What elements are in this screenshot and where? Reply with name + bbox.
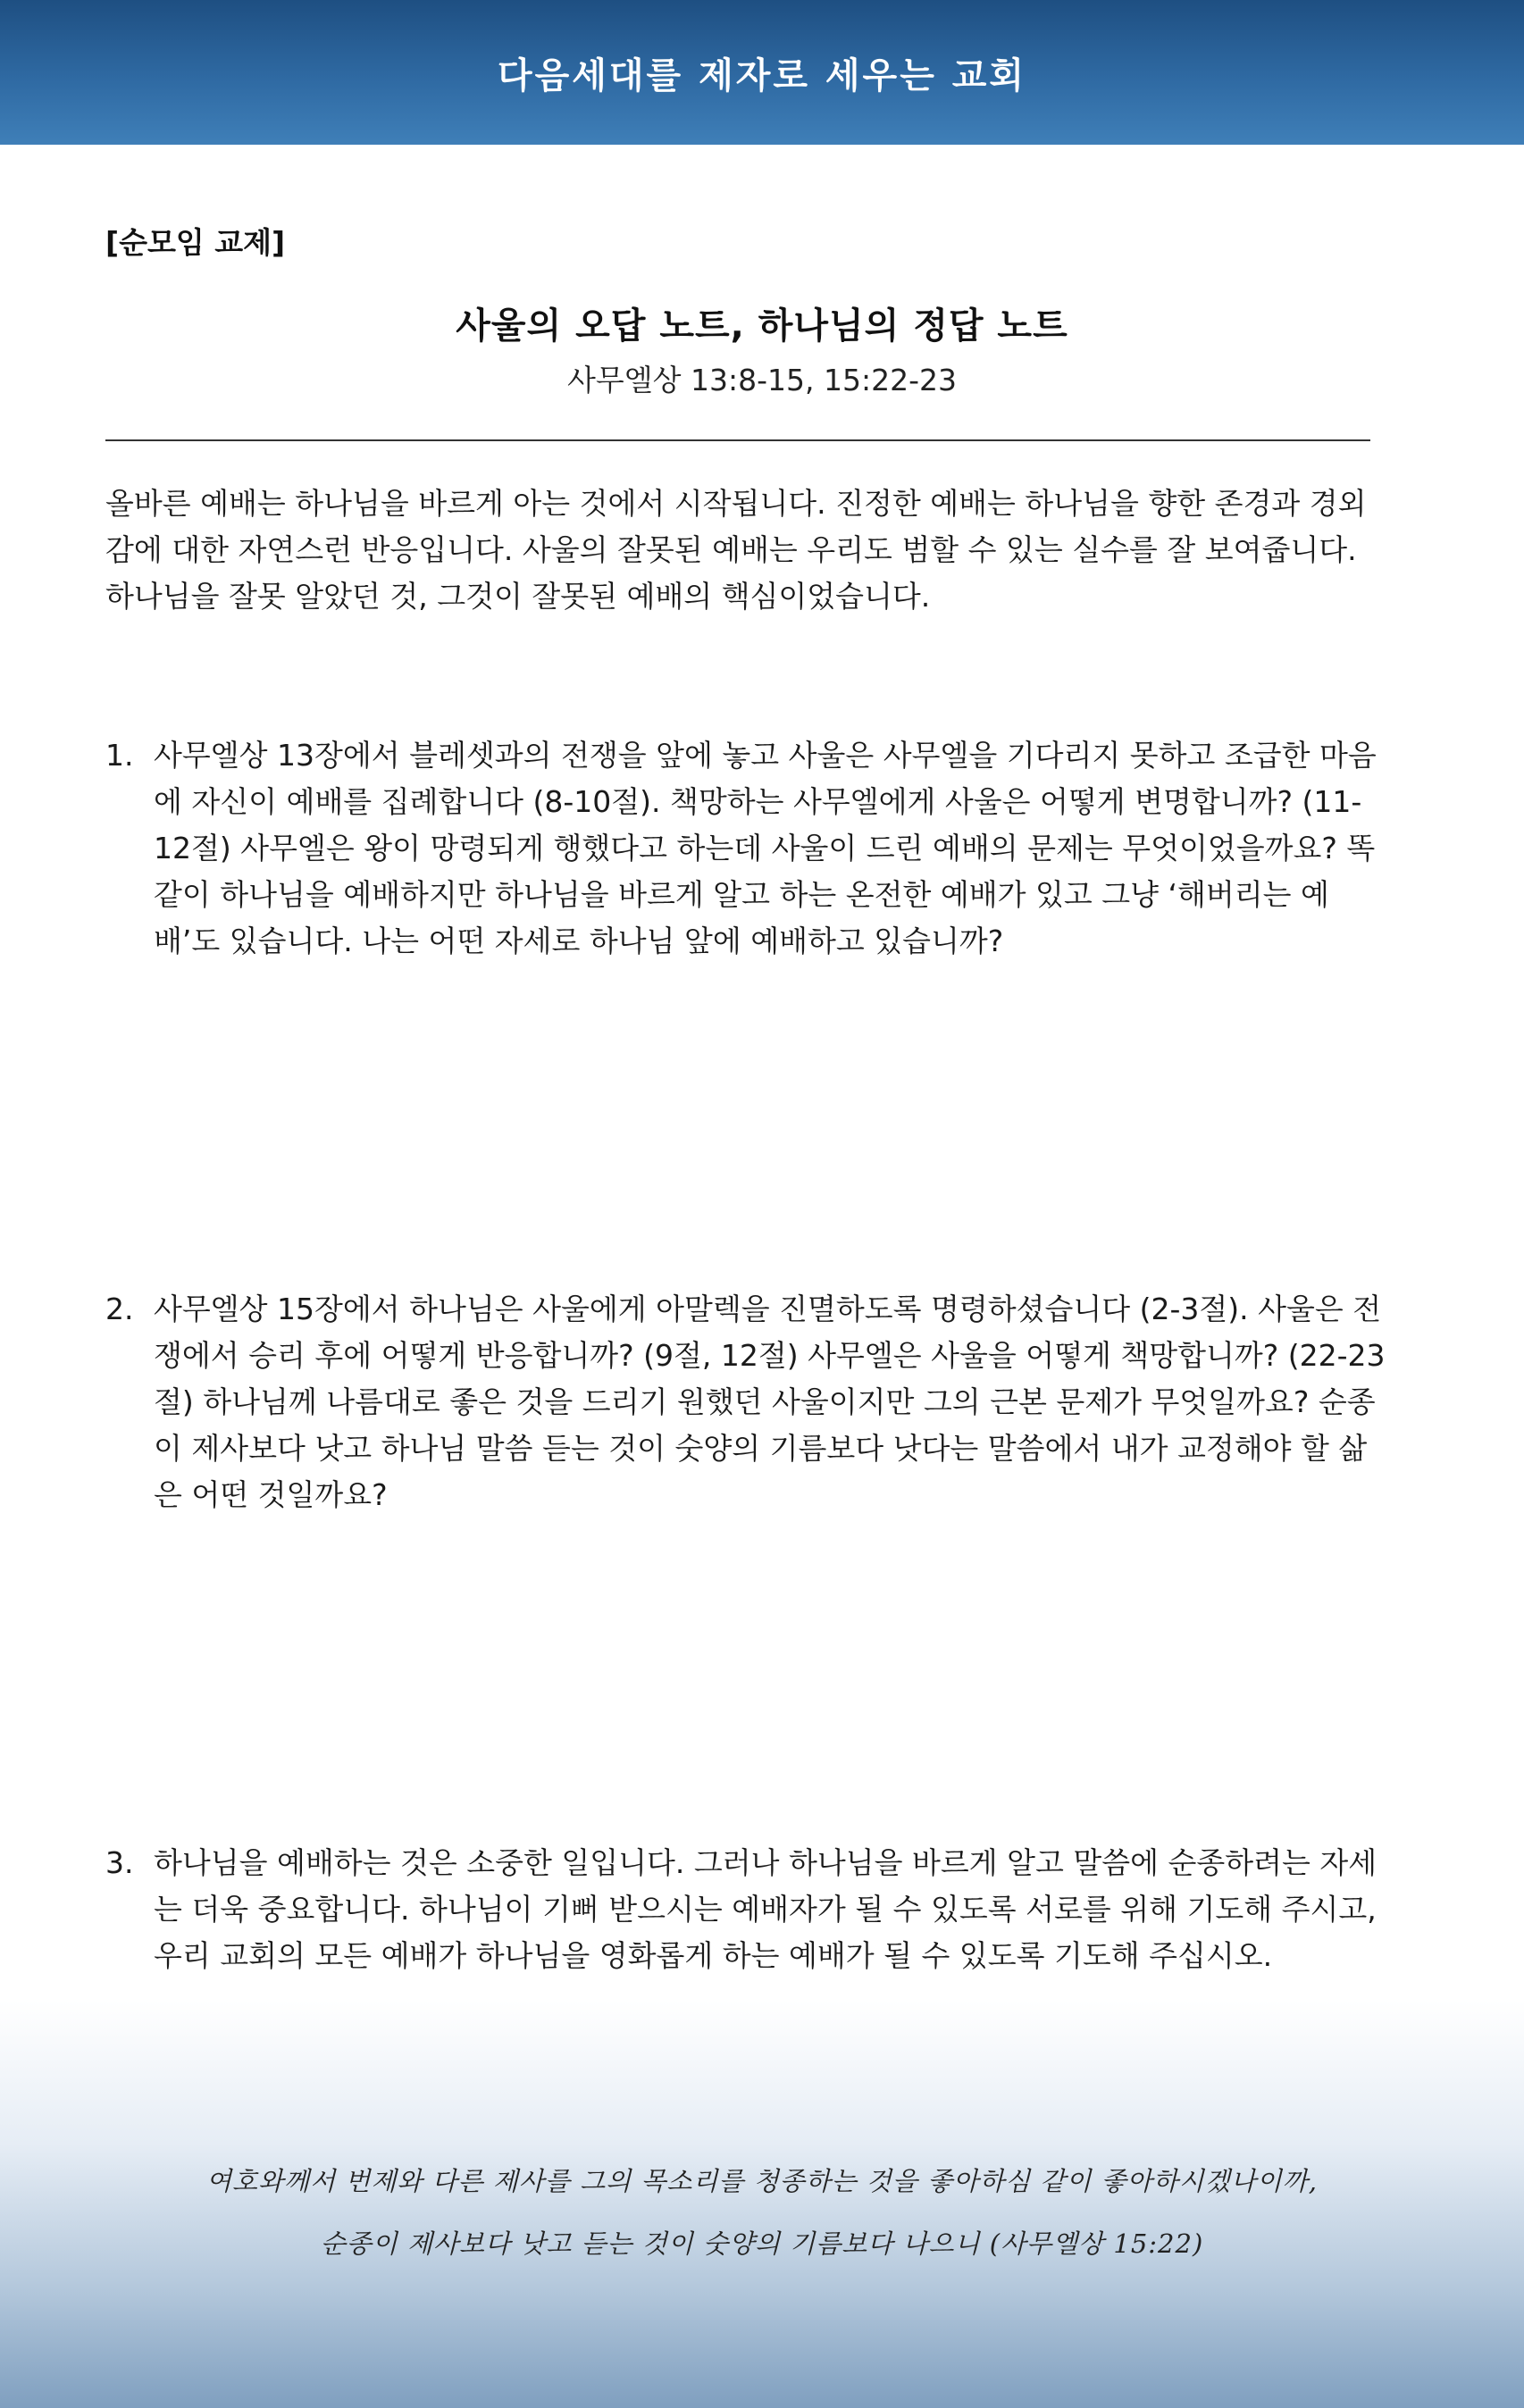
question-number: 1. bbox=[105, 738, 134, 773]
scripture-reference: 사무엘상 13:8-15, 15:22-23 bbox=[567, 363, 957, 397]
question-item bbox=[105, 1840, 1392, 1979]
section-tag: [순모임 교제] bbox=[105, 225, 286, 260]
intro-paragraph: 올바른 예배는 하나님을 바르게 아는 것에서 시작됩니다. 진정한 예배는 하나님을 향한 존경과 경외감에 대한 자연스런 반응입니다. 사울의 잘못된 예배는 우리도 범할 수 있는 실수를 잘 보여줍니다. 하나님을 잘못 알았던 것, 그것이 잘못된 예배의 핵심이었습니다. bbox=[105, 486, 1367, 614]
page-title: 사울의 오답 노트, 하나님의 정답 노트 bbox=[456, 305, 1068, 347]
footer-verse-line-1: 여호와께서 번제와 다른 제사를 그의 목소리를 청종하는 것을 좋아하심 같이 좋아하시겠나이까, bbox=[206, 2166, 1318, 2196]
footer-verse-line-2: 순종이 제사보다 낫고 듣는 것이 숫양의 기름보다 나으니 (사무엘상 15:22) bbox=[320, 2228, 1204, 2259]
question-item bbox=[105, 1286, 1392, 1518]
question-text: 하나님을 예배하는 것은 소중한 일입니다. 그러나 하나님을 바르게 알고 말씀에 순종하려는 자세는 더욱 중요합니다. 하나님이 기뻐 받으시는 예배자가 될 수 있도록 서로를 위해 기도해 주시고, 우리 교회의 모든 예배가 하나님을 영화롭게 하는 예배가 될 수 있도록 기도해 주십시오. bbox=[154, 1845, 1377, 1973]
question-number: 2. bbox=[105, 1292, 134, 1326]
question-text: 사무엘상 15장에서 하나님은 사울에게 아말렉을 진멸하도록 명령하셨습니다 (2-3절). 사울은 전쟁에서 승리 후에 어떻게 반응합니까? (9절, 12절) 사무엘은 사울을 어떻게 책망합니까? (22-23절) 하나님께 나름대로 좋은 것을 드리기 원했던 사울이지만 그의 근본 문제가 무엇일까요? 순종이 제사보다 낫고 하나님 말씀 듣는 것이 숫양의 기름보다 낫다는 말씀에서 내가 교정해야 할 삶은 어떤 것일까요? bbox=[154, 1292, 1386, 1512]
question-item bbox=[105, 732, 1392, 965]
question-number: 3. bbox=[105, 1845, 134, 1880]
title-divider bbox=[105, 439, 1370, 441]
question-text: 사무엘상 13장에서 블레셋과의 전쟁을 앞에 놓고 사울은 사무엘을 기다리지 못하고 조급한 마음에 자신이 예배를 집례합니다 (8-10절). 책망하는 사무엘에게 사울은 어떻게 변명합니까? (11-12절) 사무엘은 왕이 망령되게 행했다고 하는데 사울이 드린 예배의 문제는 무엇이었을까요? 똑같이 하나님을 예배하지만 하나님을 바르게 알고 하는 온전한 예배가 있고 그냥 ‘해버리는 예배’도 있습니다. 나는 어떤 자세로 하나님 앞에 예배하고 있습니까? bbox=[154, 738, 1377, 958]
church-motto: 다음세대를 제자로 세우는 교회 bbox=[497, 54, 1027, 96]
header-banner bbox=[0, 0, 1524, 145]
